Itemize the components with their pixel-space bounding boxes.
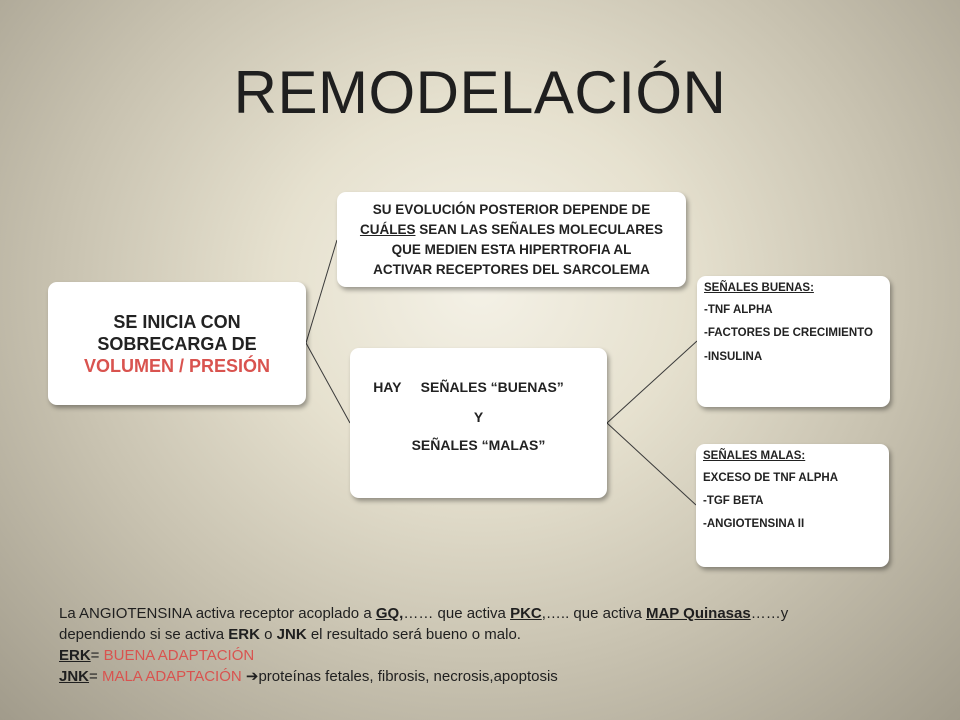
explanation-text-part: o (259, 626, 277, 643)
explanation-text (59, 603, 939, 687)
slide-title: REMODELACIÓN (233, 59, 727, 126)
right-arrow-icon: ➔ (245, 668, 259, 685)
start-line-2: SOBRECARGA DE (97, 333, 257, 354)
start-box (48, 282, 306, 405)
evolution-line-2 (360, 220, 663, 240)
start-line-1: SE INICIA CON (113, 311, 241, 332)
explanation-line-4 (59, 666, 939, 687)
explanation-text-part: ……y (750, 605, 789, 622)
explanation-text-part: dependiendo si se activa (59, 626, 229, 643)
bad-signal-item: -TGF BETA (703, 495, 764, 507)
signals-box (350, 348, 607, 498)
bad-adaptation-text: MALA ADAPTACIÓN (101, 668, 242, 685)
explanation-text-part: …… que activa (403, 605, 511, 622)
pkc-term: PKC (510, 605, 542, 622)
good-signal-item: -TNF ALPHA (704, 304, 773, 316)
evolution-underlined-word: CUÁLES (359, 221, 416, 237)
explanation-text-part: ,….. que activa (541, 605, 646, 622)
erk-label: ERK (59, 647, 91, 664)
good-signal-item: -INSULINA (704, 351, 763, 363)
connector-left-to-top (306, 240, 337, 343)
map-quinasas-term: MAP Quinasas (645, 605, 751, 622)
bad-signal-item: -ANGIOTENSINA II (703, 518, 805, 530)
bad-signals-box (696, 444, 889, 567)
jnk-label: JNK (59, 668, 90, 685)
good-signals-heading: SEÑALES BUENAS: (704, 282, 814, 294)
explanation-line-2 (59, 624, 939, 645)
evolution-line-1: SU EVOLUCIÓN POSTERIOR DEPENDE DE (372, 201, 651, 217)
start-line-3: VOLUMEN / PRESIÓN (83, 355, 271, 376)
good-signals-box (697, 276, 890, 407)
connector-left-to-mid (306, 343, 350, 423)
good-adaptation-text: BUENA ADAPTACIÓN (103, 647, 255, 664)
connector-mid-to-bad (607, 423, 696, 505)
bad-signal-item: EXCESO DE TNF ALPHA (703, 472, 839, 484)
explanation-text-part: proteínas fetales, fibrosis, necrosis,apoptosis (258, 668, 558, 685)
connector-mid-to-good (607, 341, 697, 423)
explanation-text-part: La ANGIOTENSINA activa receptor acoplado a (59, 605, 376, 622)
signals-line-2: Y (473, 409, 484, 425)
erk-term: ERK (228, 626, 260, 643)
explanation-text-part: = (89, 668, 102, 685)
evolution-line-4: ACTIVAR RECEPTORES DEL SARCOLEMA (373, 261, 650, 277)
explanation-line-3 (59, 645, 939, 666)
explanation-text-part: el resultado será bueno o malo. (306, 626, 521, 643)
signals-line-3: SEÑALES “MALAS” (411, 437, 546, 453)
jnk-term: JNK (276, 626, 307, 643)
signals-line-1: HAY SEÑALES “BUENAS” (373, 379, 564, 395)
evolution-box (337, 192, 686, 287)
explanation-text-part: = (90, 647, 104, 664)
explanation-line-1 (59, 603, 939, 624)
gq-term: GQ, (375, 605, 404, 622)
evolution-line-3: QUE MEDIEN ESTA HIPERTROFIA AL (391, 241, 632, 257)
good-signal-item: -FACTORES DE CRECIMIENTO (704, 327, 873, 339)
bad-signals-heading: SEÑALES MALAS: (703, 450, 806, 462)
evolution-line-2-rest: SEAN LAS SEÑALES MOLECULARES (415, 221, 664, 237)
